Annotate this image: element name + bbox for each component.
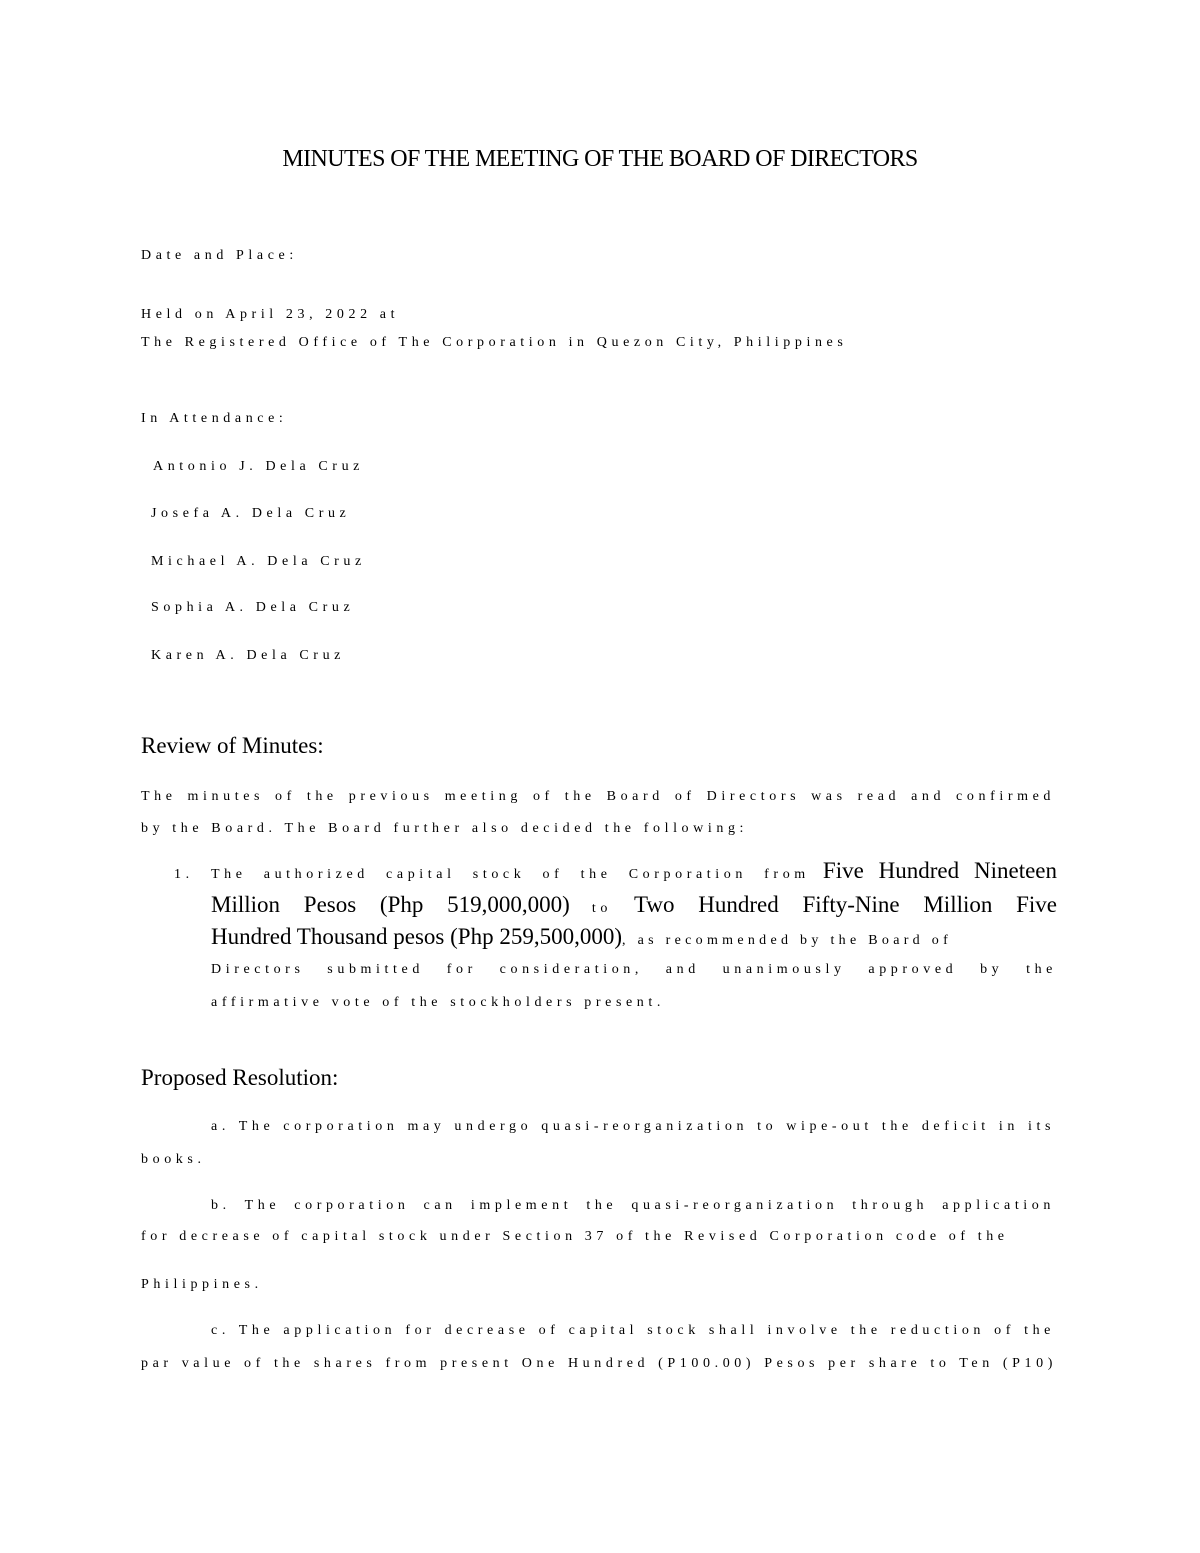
attendee-name: Michael A. Dela Cruz <box>151 554 366 569</box>
attendee-name: Sophia A. Dela Cruz <box>151 600 355 615</box>
resolution-b-line: for decrease of capital stock under Section 37 of the Revised Corporation code of the <box>141 1229 1009 1244</box>
amount-text: Million Pesos (Php 519,000,000) <box>211 892 570 917</box>
item-text: , as recommended by the Board of <box>622 933 953 948</box>
item-text: The authorized capital stock of the Corporation from <box>211 867 810 882</box>
list-item-line <box>211 892 1057 918</box>
review-paragraph-line: by the Board. The Board further also decided the following: <box>141 821 749 836</box>
review-paragraph-line: The minutes of the previous meeting of the Board of Directors was read and confirmed <box>141 789 1055 804</box>
attendee-name: Karen A. Dela Cruz <box>151 648 345 663</box>
resolution-heading: Proposed Resolution: <box>141 1065 339 1090</box>
list-item-line <box>211 858 1057 884</box>
resolution-c-line: c. The application for decrease of capital stock shall involve the reduction of the <box>211 1323 1055 1338</box>
amount-text: Two Hundred Fifty-Nine Million Five <box>633 892 1058 917</box>
list-item-line <box>211 924 1057 950</box>
list-item-line: Directors submitted for consideration, and unanimously approved by the <box>211 962 1057 977</box>
amount-text: Hundred Thousand pesos (Php 259,500,000) <box>211 924 622 949</box>
resolution-a-line: books. <box>141 1152 206 1167</box>
place-line: The Registered Office of The Corporation in Quezon City, Philippines <box>141 335 848 350</box>
resolution-b-line: Philippines. <box>141 1277 263 1292</box>
attendee-name: Josefa A. Dela Cruz <box>151 506 351 521</box>
resolution-b-line: b. The corporation can implement the quasi-reorganization through application <box>211 1198 1055 1213</box>
attendance-label: In Attendance: <box>141 411 288 426</box>
item-text: to <box>591 901 612 916</box>
amount-text: Five Hundred Nineteen <box>822 858 1058 883</box>
attendee-name: Antonio J. Dela Cruz <box>153 459 364 474</box>
list-item-line: affirmative vote of the stockholders present. <box>211 995 665 1010</box>
review-heading: Review of Minutes: <box>141 733 324 758</box>
resolution-a-line: a. The corporation may undergo quasi-reorganization to wipe-out the deficit in its <box>211 1119 1055 1134</box>
date-place-label: Date and Place: <box>141 248 298 263</box>
date-line: Held on April 23, 2022 at <box>141 307 400 322</box>
list-number: 1. <box>174 867 194 882</box>
document-title: MINUTES OF THE MEETING OF THE BOARD OF DIRECTORS <box>282 146 918 172</box>
resolution-c-line: par value of the shares from present One Hundred (P100.00) Pesos per share to Ten (P10) <box>141 1356 1057 1371</box>
